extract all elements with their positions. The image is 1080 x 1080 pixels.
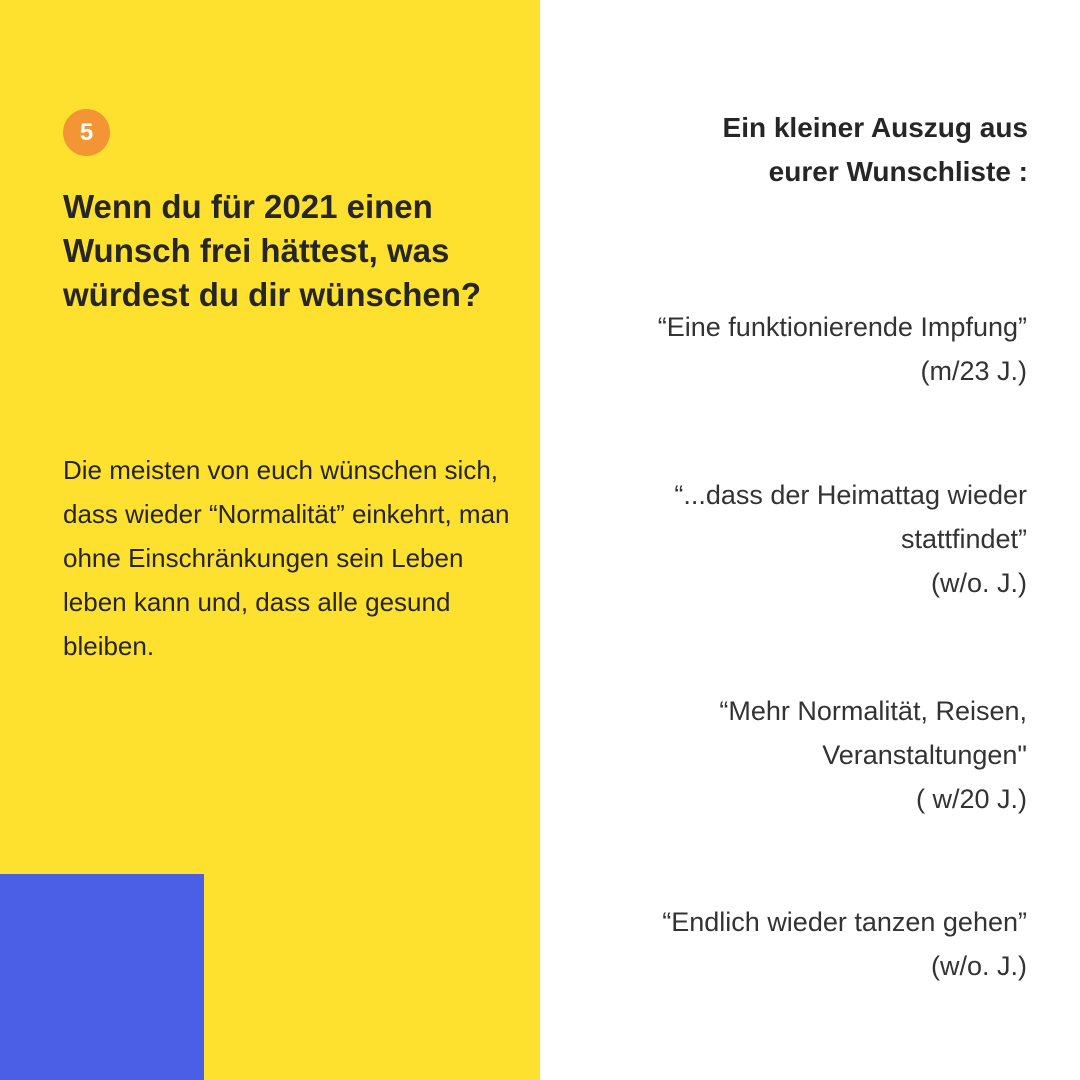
summary-text: Die meisten von euch wünschen sich, dass wieder “Normalität” einkehrt, man ohne Einschränkungen sein Leben leben kann und, dass alle gesund bleiben.: [63, 455, 510, 661]
quote-item: [577, 473, 1027, 605]
quote-item: [577, 305, 1027, 393]
quote-text: “Mehr Normalität, Reisen,: [719, 696, 1027, 726]
wishlist-title-line2: eurer Wunschliste :: [768, 156, 1028, 187]
quote-author: (m/23 J.): [920, 356, 1027, 386]
quote-text: Veranstaltungen": [822, 740, 1027, 770]
quote-text: “Eine funktionierende Impfung”: [657, 312, 1027, 342]
quote-text: “...dass der Heimattag wieder: [674, 480, 1027, 510]
wishlist-title-line1: Ein kleiner Auszug aus: [722, 112, 1028, 143]
wishlist-title: [608, 106, 1028, 194]
quote-author: (w/o. J.): [930, 568, 1027, 598]
quote-text: stattfindet”: [900, 524, 1027, 554]
question-heading: Wenn du für 2021 einen Wunsch frei hättest, was würdest du dir wünschen?: [63, 188, 482, 313]
quote-author: (w/o. J.): [930, 951, 1027, 981]
number-badge: 5: [63, 109, 110, 156]
quote-author: ( w/20 J.): [915, 784, 1027, 814]
quote-item: [577, 900, 1027, 988]
accent-block: [0, 874, 204, 1080]
quote-text: “Endlich wieder tanzen gehen”: [662, 907, 1027, 937]
quote-item: [577, 689, 1027, 821]
